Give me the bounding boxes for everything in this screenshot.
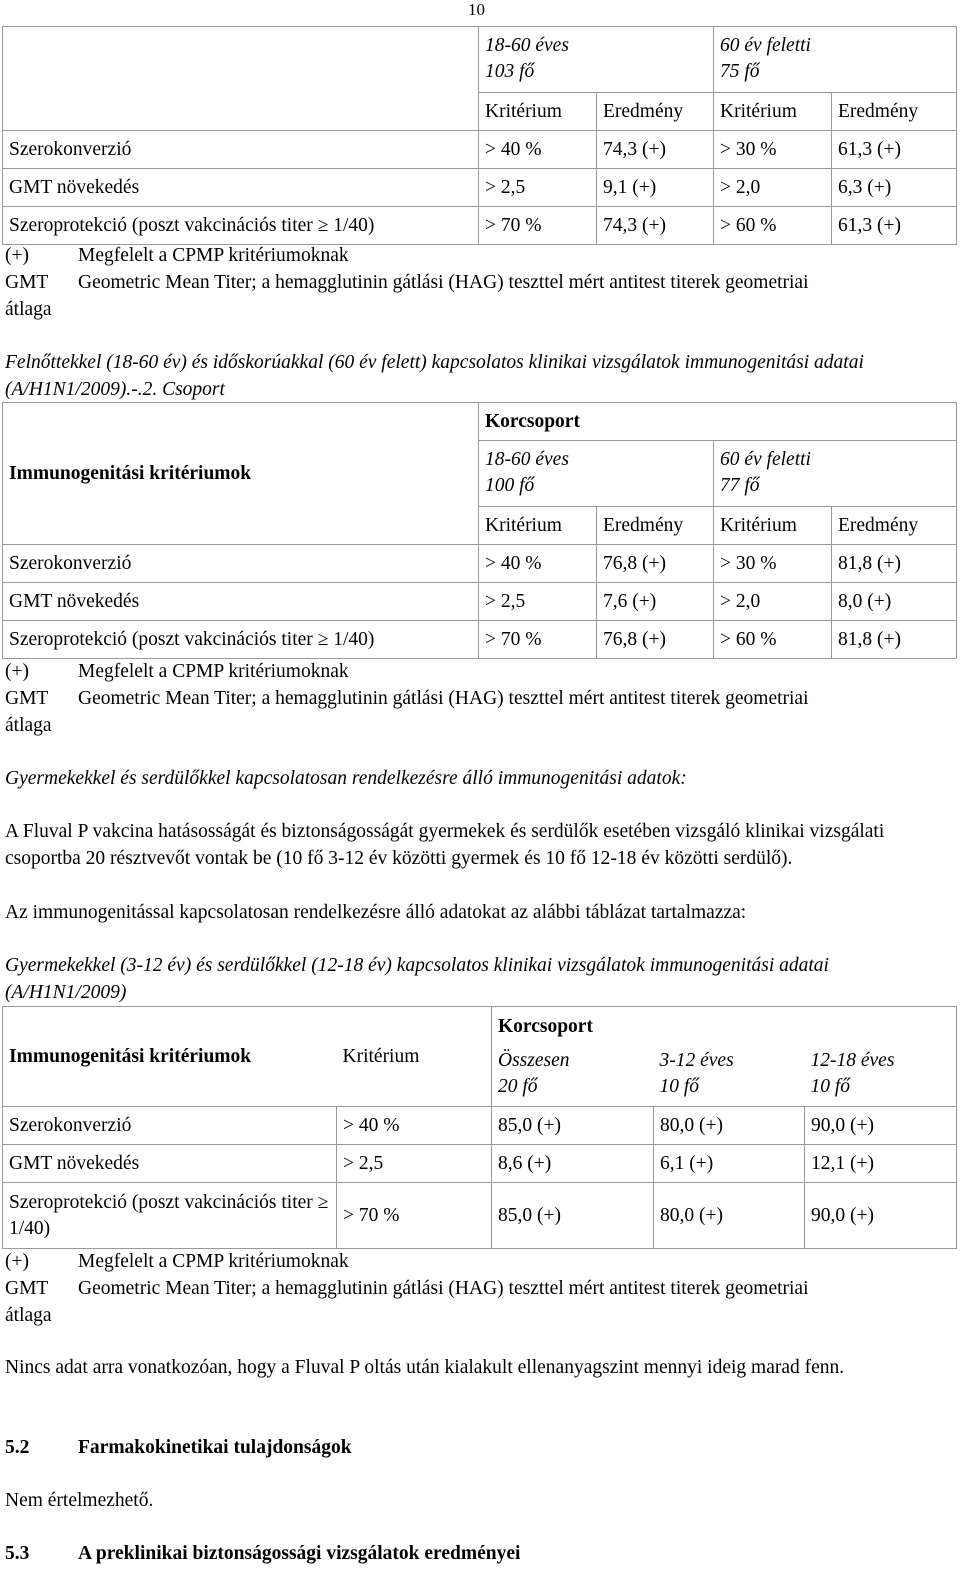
footnotes xyxy=(5,242,955,323)
footnote-text: átlaga xyxy=(5,715,52,736)
footnote-text: Geometric Mean Titer; a hemagglutinin gátlási (HAG) teszttel mért antitest titerek geometriai xyxy=(78,272,809,293)
age-group-header: Korcsoport xyxy=(479,403,957,441)
row-label: Szerokonverzió xyxy=(3,1107,337,1145)
footnote-text: átlaga xyxy=(5,299,52,320)
table-caption: Gyermekekkel (3-12 év) és serdülőkkel (12-18 év) kapcsolatos klinikai vizsgálatok immunogenitási adatai (A/H1N1/2009) xyxy=(5,955,829,1003)
footnote-key: (+) xyxy=(5,1251,29,1272)
section-heading-children: Gyermekekkel és serdülőkkel kapcsolatosan rendelkezésre álló immunogenitási adatok: xyxy=(5,768,687,789)
footnote-text: Megfelelt a CPMP kritériumoknak xyxy=(78,1251,349,1272)
cell: 9,1 (+) xyxy=(597,169,714,207)
group-header xyxy=(805,1040,957,1107)
table-row xyxy=(3,1183,957,1249)
cell: 6,3 (+) xyxy=(832,169,957,207)
cell: 80,0 (+) xyxy=(654,1183,805,1249)
cell: 61,3 (+) xyxy=(832,131,957,169)
group-header xyxy=(479,441,714,507)
section-heading-5-3 xyxy=(5,1540,520,1567)
empty-header-cell xyxy=(3,27,479,131)
col-result: Eredmény xyxy=(832,93,957,131)
group-header xyxy=(654,1040,805,1107)
table-row xyxy=(3,545,957,583)
row-label: Szerokonverzió xyxy=(3,131,479,169)
paragraph: Nem értelmezhető. xyxy=(5,1490,154,1511)
footnote-text: átlaga xyxy=(5,1305,52,1326)
cell: > 60 % xyxy=(714,207,832,245)
footnotes xyxy=(5,1248,955,1329)
cell: > 40 % xyxy=(337,1107,492,1145)
footnote-text: Megfelelt a CPMP kritériumoknak xyxy=(78,661,349,682)
col-criterion: Kritérium xyxy=(337,1007,492,1107)
cell: 90,0 (+) xyxy=(805,1107,957,1145)
age-group-header: Korcsoport xyxy=(492,1007,957,1040)
group-label: 18-60 éves xyxy=(485,35,569,56)
group-count: 10 fő xyxy=(810,1075,851,1097)
row-label: Szeroprotekció (poszt vakcinációs titer ≥ 1/40) xyxy=(3,621,479,659)
row-label: GMT növekedés xyxy=(3,169,479,207)
cell: 6,1 (+) xyxy=(654,1145,805,1183)
table-adult-group-1 xyxy=(2,26,957,245)
cell: > 70 % xyxy=(479,621,597,659)
cell: > 40 % xyxy=(479,131,597,169)
row-label: GMT növekedés xyxy=(3,1145,337,1183)
table-row xyxy=(3,583,957,621)
cell: 85,0 (+) xyxy=(492,1107,654,1145)
table-row xyxy=(3,169,957,207)
section-heading-5-2 xyxy=(5,1434,352,1461)
group-label: 60 év feletti xyxy=(720,35,811,56)
table-row xyxy=(3,1145,957,1183)
cell: 76,8 (+) xyxy=(597,621,714,659)
col-result: Eredmény xyxy=(832,507,957,545)
group-header xyxy=(479,27,714,93)
row-label: GMT növekedés xyxy=(3,583,479,621)
footnote-key: (+) xyxy=(5,661,29,682)
cell: 74,3 (+) xyxy=(597,207,714,245)
section-number: 5.3 xyxy=(5,1543,30,1564)
cell: > 40 % xyxy=(479,545,597,583)
col-criterion: Kritérium xyxy=(714,93,832,131)
group-count: 103 fő xyxy=(485,61,535,82)
cell: 8,0 (+) xyxy=(832,583,957,621)
table-caption: Felnőttekkel (18-60 év) és időskorúakkal (60 év felett) kapcsolatos klinikai vizsgálatok immunogenitási adatai (A/H1N1/2009).-.2. Csoport xyxy=(5,352,864,400)
cell: 80,0 (+) xyxy=(654,1107,805,1145)
group-label: 12-18 éves xyxy=(810,1049,895,1071)
group-header xyxy=(714,441,957,507)
cell: > 70 % xyxy=(337,1183,492,1249)
row-label: Szeroprotekció (poszt vakcinációs titer ≥ 1/40) xyxy=(3,1183,337,1249)
cell: 81,8 (+) xyxy=(832,621,957,659)
col-result: Eredmény xyxy=(597,507,714,545)
footnote-key: GMT xyxy=(5,1278,49,1299)
col-criterion: Kritérium xyxy=(479,507,597,545)
cell: 61,3 (+) xyxy=(832,207,957,245)
section-title: Farmakokinetikai tulajdonságok xyxy=(78,1437,352,1458)
cell: 12,1 (+) xyxy=(805,1145,957,1183)
table-adult-group-2 xyxy=(2,402,957,659)
group-count: 75 fő xyxy=(720,61,760,82)
cell: 85,0 (+) xyxy=(492,1183,654,1249)
footnote-key: (+) xyxy=(5,245,29,266)
cell: > 2,5 xyxy=(337,1145,492,1183)
cell: > 2,5 xyxy=(479,169,597,207)
cell: 90,0 (+) xyxy=(805,1183,957,1249)
footnote-key: GMT xyxy=(5,688,49,709)
table-children xyxy=(2,1006,957,1249)
group-count: 20 fő xyxy=(498,1075,538,1097)
group-label: Összesen xyxy=(498,1049,570,1071)
col-criterion: Kritérium xyxy=(479,93,597,131)
section-number: 5.2 xyxy=(5,1437,30,1458)
col-criterion: Kritérium xyxy=(714,507,832,545)
table-row xyxy=(3,621,957,659)
cell: > 2,0 xyxy=(714,583,832,621)
cell: 81,8 (+) xyxy=(832,545,957,583)
paragraph: Nincs adat arra vonatkozóan, hogy a Fluval P oltás után kialakult ellenanyagszint mennyi ideig marad fenn. xyxy=(5,1357,845,1378)
cell: > 70 % xyxy=(479,207,597,245)
table-row xyxy=(3,1107,957,1145)
group-count: 77 fő xyxy=(720,475,760,496)
cell: > 30 % xyxy=(714,131,832,169)
cell: > 60 % xyxy=(714,621,832,659)
cell: 7,6 (+) xyxy=(597,583,714,621)
criteria-header: Immunogenitási kritériumok xyxy=(3,403,479,545)
cell: 74,3 (+) xyxy=(597,131,714,169)
row-label: Szerokonverzió xyxy=(3,545,479,583)
table-row xyxy=(3,131,957,169)
group-label: 18-60 éves xyxy=(485,449,569,470)
group-label: 3-12 éves xyxy=(659,1049,734,1071)
paragraph: Az immunogenitással kapcsolatosan rendelkezésre álló adatokat az alábbi táblázat tartalmazza: xyxy=(5,902,747,923)
paragraph: A Fluval P vakcina hatásosságát és biztonságosságát gyermekek és serdülők esetében vizsgáló klinikai vizsgálati csoportba 20 résztvevőt vontak be (10 fő 3-12 év közötti gyermek és 10 fő 12-18 év közötti serdülő). xyxy=(5,821,885,869)
cell: 8,6 (+) xyxy=(492,1145,654,1183)
group-header xyxy=(714,27,957,93)
section-title: A preklinikai biztonságossági vizsgálatok eredményei xyxy=(78,1543,521,1564)
cell: > 30 % xyxy=(714,545,832,583)
cell: > 2,5 xyxy=(479,583,597,621)
footnotes xyxy=(5,658,955,739)
group-label: 60 év feletti xyxy=(720,449,811,470)
footnote-text: Megfelelt a CPMP kritériumoknak xyxy=(78,245,349,266)
group-header xyxy=(492,1040,654,1107)
table-row xyxy=(3,207,957,245)
page-number: 10 xyxy=(468,0,485,19)
cell: > 2,0 xyxy=(714,169,832,207)
row-label: Szeroprotekció (poszt vakcinációs titer ≥ 1/40) xyxy=(3,207,479,245)
footnote-text: Geometric Mean Titer; a hemagglutinin gátlási (HAG) teszttel mért antitest titerek geometriai xyxy=(78,688,809,709)
col-result: Eredmény xyxy=(597,93,714,131)
group-count: 10 fő xyxy=(659,1075,700,1097)
cell: 76,8 (+) xyxy=(597,545,714,583)
criteria-header: Immunogenitási kritériumok xyxy=(3,1007,337,1107)
group-count: 100 fő xyxy=(485,475,535,496)
footnote-key: GMT xyxy=(5,272,49,293)
footnote-text: Geometric Mean Titer; a hemagglutinin gátlási (HAG) teszttel mért antitest titerek geometriai xyxy=(78,1278,809,1299)
